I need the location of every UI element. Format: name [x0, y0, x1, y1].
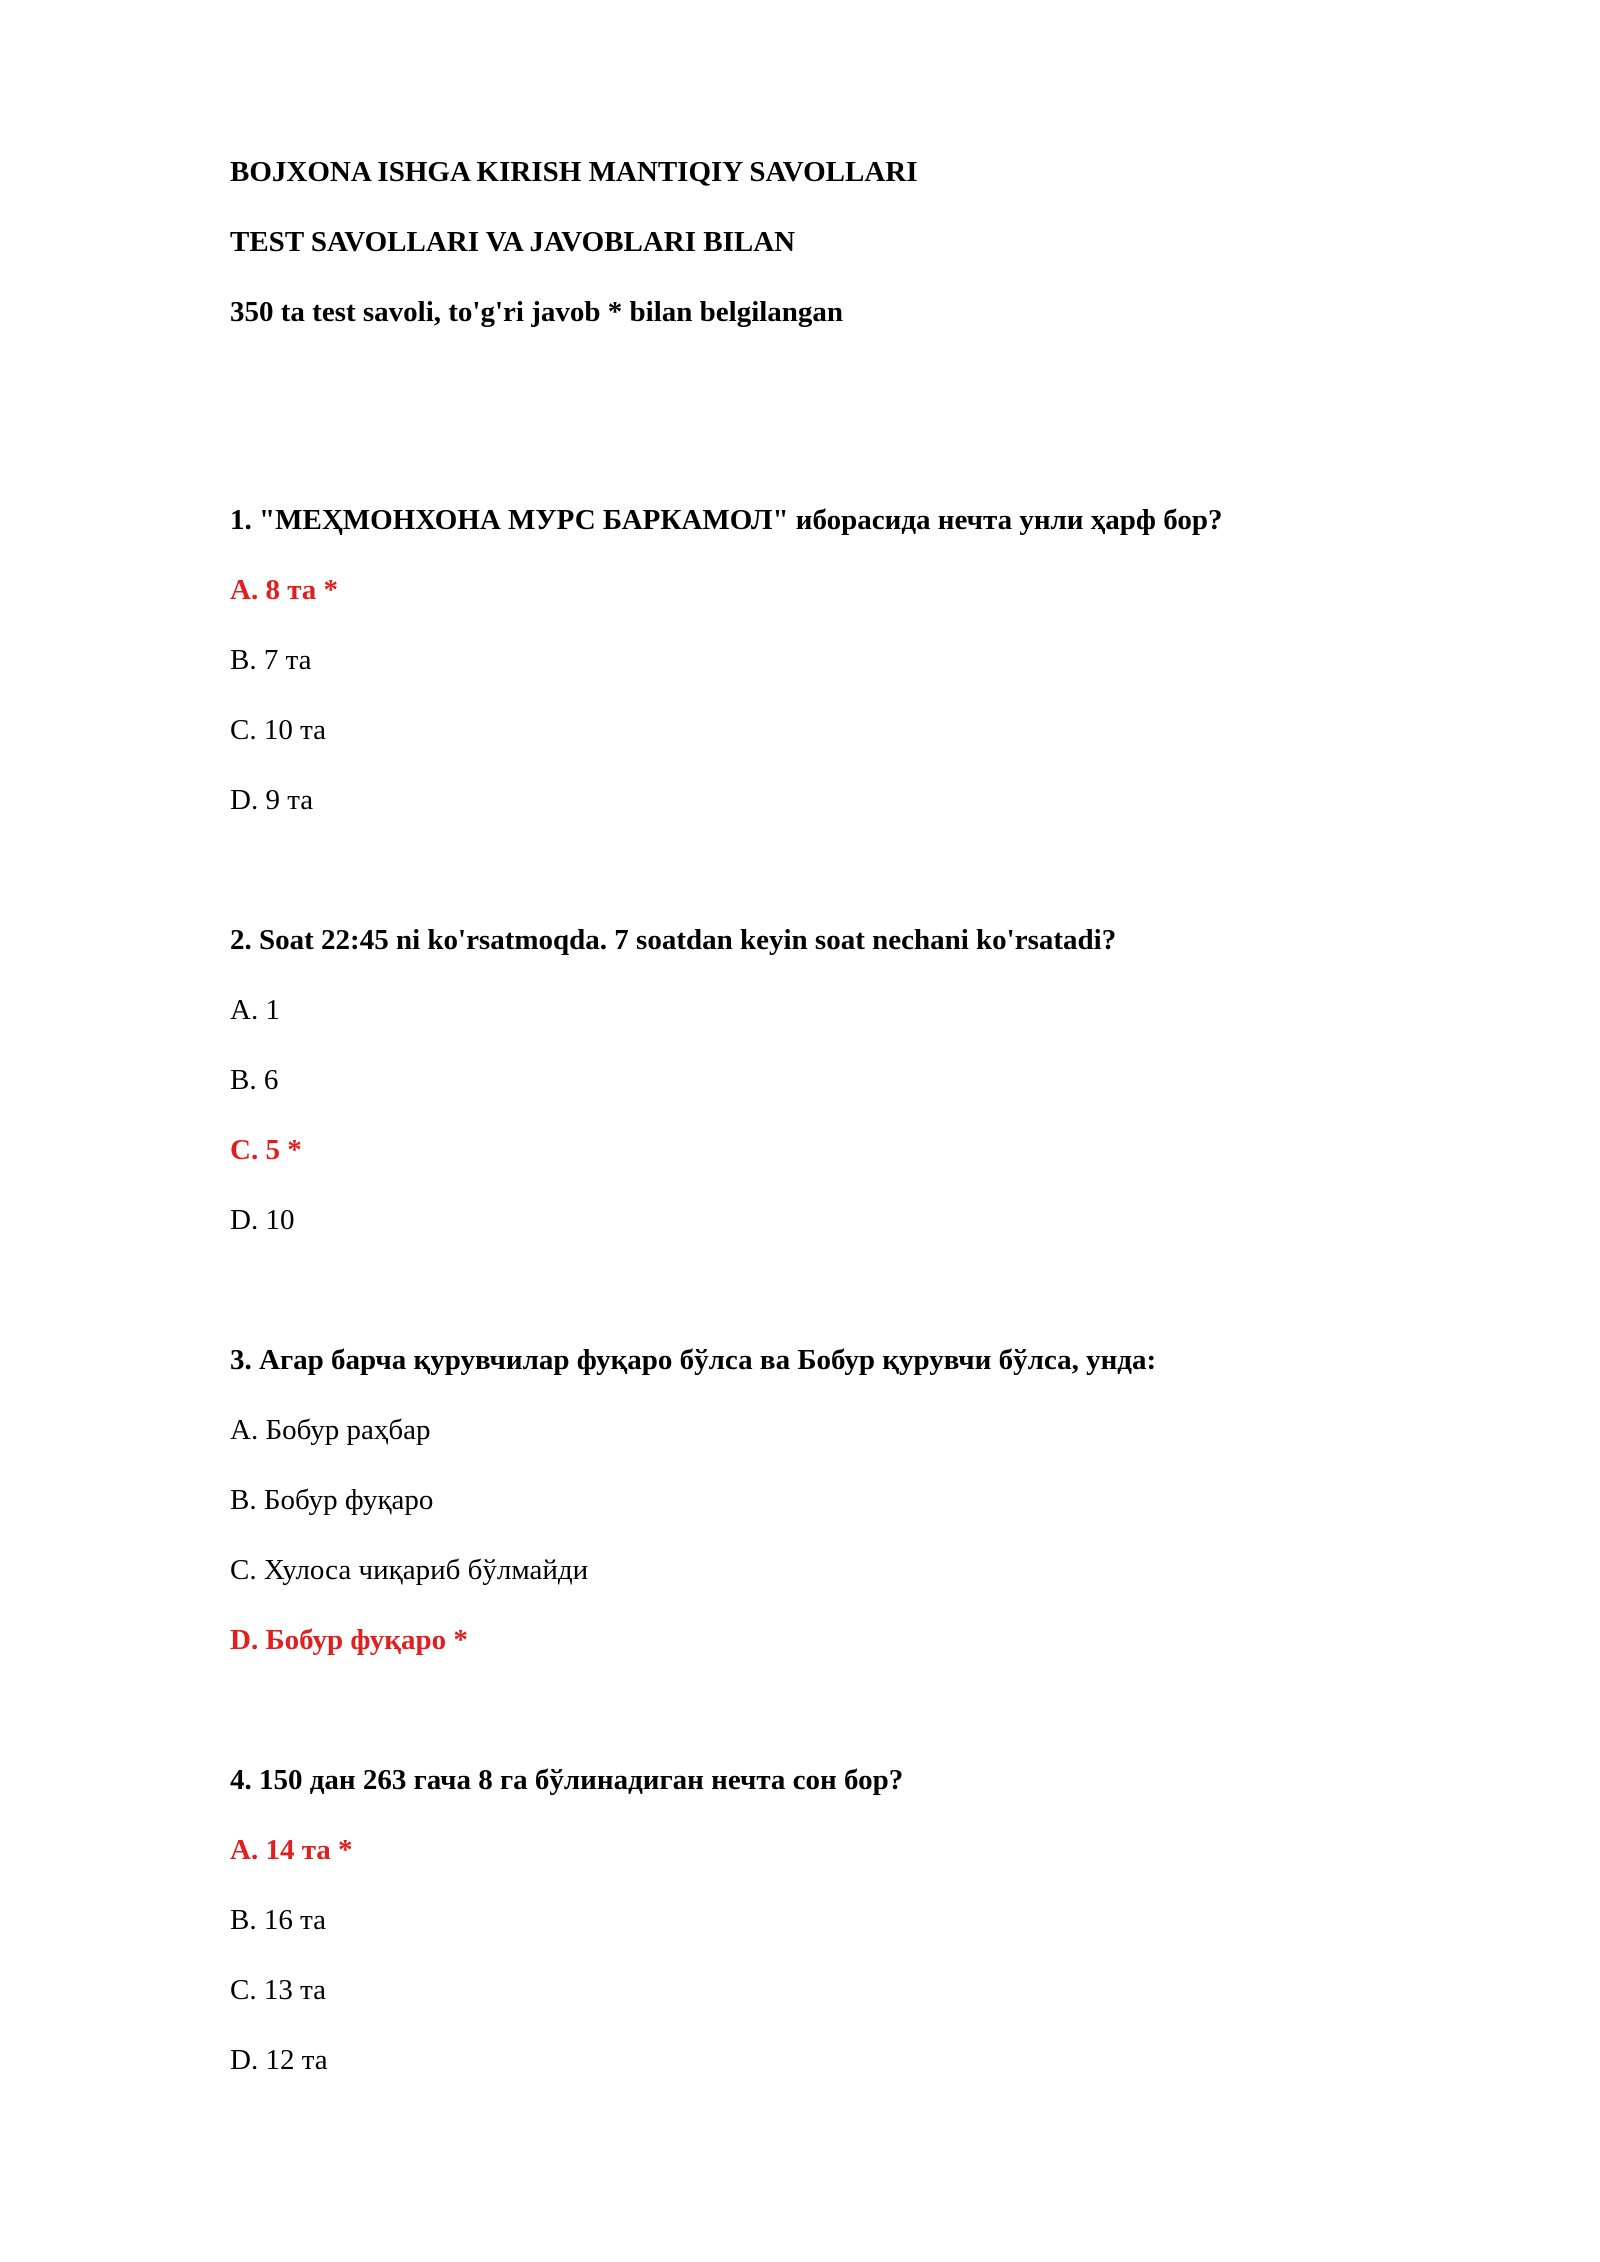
question-3-option-b: B. Бобур фуқаро: [230, 1484, 434, 1516]
document-title-line-1: BOJXONA ISHGA KIRISH MANTIQIY SAVOLLARI: [230, 156, 918, 188]
question-2-option-a: A. 1: [230, 994, 280, 1026]
question-1-option-a: A. 8 та *: [230, 574, 339, 606]
question-4-text: 4. 150 дан 263 гача 8 га бўлинадиган нечта сон бор?: [230, 1764, 904, 1796]
question-3-option-a: A. Бобур раҳбар: [230, 1414, 431, 1446]
question-3-option-c: C. Хулоса чиқариб бўлмайди: [230, 1554, 589, 1586]
question-4-option-a: A. 14 та *: [230, 1834, 353, 1866]
question-2-option-c: C. 5 *: [230, 1134, 302, 1166]
question-2-option-d: D. 10: [230, 1204, 295, 1236]
question-4-option-c: C. 13 та: [230, 1974, 326, 2006]
question-3-text: 3. Агар барча қурувчилар фуқаро бўлса ва Бобур қурувчи бўлса, унда:: [230, 1344, 1157, 1376]
question-1-option-b: B. 7 та: [230, 644, 312, 676]
question-1-option-c: C. 10 та: [230, 714, 326, 746]
question-2-text: 2. Soat 22:45 ni ko'rsatmoqda. 7 soatdan keyin soat nechani ko'rsatadi?: [230, 924, 1117, 956]
document-title-line-2: TEST SAVOLLARI VA JAVOBLARI BILAN: [230, 226, 796, 258]
document-subtitle: 350 ta test savoli, to'g'ri javob * bilan belgilangan: [230, 296, 844, 328]
question-1-option-d: D. 9 та: [230, 784, 314, 816]
question-4-option-d: D. 12 та: [230, 2044, 328, 2076]
question-1-text: 1. "МЕҲМОНХОНА МУРС БАРКАМОЛ" иборасида нечта унли ҳарф бор?: [230, 504, 1223, 536]
question-3-option-d: D. Бобур фуқаро *: [230, 1624, 468, 1656]
question-2-option-b: B. 6: [230, 1064, 279, 1096]
question-4-option-b: B. 16 та: [230, 1904, 326, 1936]
